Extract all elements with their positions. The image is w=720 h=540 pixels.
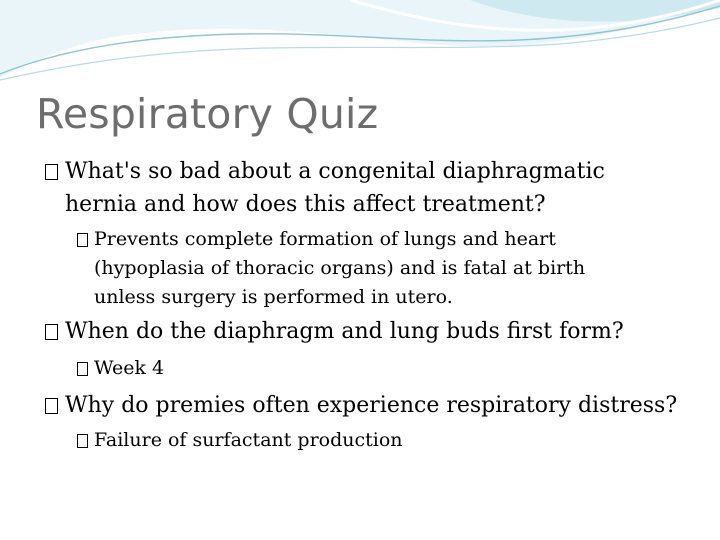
question-3 <box>65 389 677 422</box>
bullet-box-icon <box>45 398 58 414</box>
answer-1-line-1: Prevents complete formation of lungs and heart <box>94 228 556 250</box>
slide-title: Respiratory Quiz <box>36 90 379 138</box>
question-1-line-2: hernia and how does this affect treatment? <box>65 192 546 217</box>
answer-1 <box>94 225 585 312</box>
answer-1-line-3: unless surgery is performed in utero. <box>94 286 453 308</box>
answer-2 <box>94 354 164 383</box>
question-3-line-1: Why do premies often experience respiratory distress? <box>65 393 678 418</box>
answer-1-line-2: (hypoplasia of thoracic organs) and is fatal at birth <box>94 257 586 279</box>
answer-2-line-1: Week 4 <box>94 357 165 379</box>
question-2-line-1: When do the diaphragm and lung buds first form? <box>65 319 624 344</box>
question-1 <box>65 155 605 221</box>
question-2 <box>65 315 624 348</box>
answer-3 <box>94 426 403 455</box>
question-1-line-1: What's so bad about a congenital diaphragmatic <box>65 159 605 184</box>
bullet-box-icon <box>77 233 88 247</box>
bullet-box-icon <box>77 362 88 376</box>
bullet-box-icon <box>77 434 88 448</box>
bullet-box-icon <box>45 324 58 340</box>
bullet-box-icon <box>45 164 58 180</box>
header-wave-decoration <box>0 0 720 90</box>
answer-3-line-1: Failure of surfactant production <box>94 429 403 451</box>
